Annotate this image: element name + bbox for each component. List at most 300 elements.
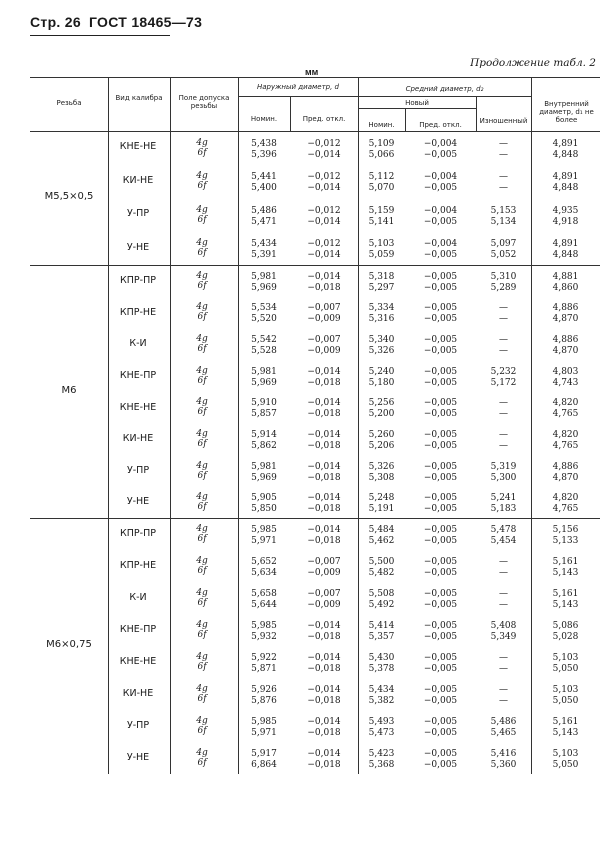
column-header-outer-nom: Номин. [250,115,278,123]
outer-diameter-deviation: −0,014 [307,621,341,631]
outer-diameter-nominal: 5,871 [251,664,277,674]
standard-number: ГОСТ 18465—73 [88,14,203,30]
outer-diameter-deviation: −0,012 [307,138,341,149]
tolerance-field: 4g [196,716,208,726]
outer-diameter-deviation: −0,014 [307,366,341,377]
outer-diameter-nominal: 5,396 [251,149,277,160]
outer-diameter-deviation: −0,009 [307,568,341,578]
outer-diameter-deviation: −0,014 [307,749,341,759]
tolerance-field: 4g [196,238,208,249]
outer-diameter-deviation: −0,014 [307,398,341,409]
mid-diameter-deviation: −0,005 [423,525,458,535]
gauge-type: КПР-НЕ [119,560,157,571]
gauge-type: У-ПР [126,208,150,219]
inner-diameter: 4,820 [552,493,579,504]
gauge-type: КИ-НЕ [122,174,154,186]
outer-diameter-deviation: −0,014 [307,685,341,695]
mid-diameter-worn: 5,360 [490,760,517,770]
outer-diameter-deviation: −0,018 [307,760,341,770]
mid-diameter-deviation: −0,005 [423,749,458,759]
mid-diameter-deviation: −0,004 [423,138,458,149]
inner-diameter: 4,765 [552,409,579,420]
column-header-mid-new: Новый [405,99,429,107]
column-header-mid: Средний диаметр, d₂ [405,85,484,93]
mid-diameter-deviation: −0,005 [423,346,458,357]
tolerance-field: 6f [197,598,207,608]
inner-diameter: 4,743 [552,377,579,388]
outer-diameter-deviation: −0,009 [307,346,341,357]
inner-diameter: 4,848 [552,250,579,261]
tolerance-field: 4g [196,365,208,376]
inner-diameter: 5,028 [552,632,579,642]
tolerance-field: 4g [196,620,208,630]
gauge-type: КИ-НЕ [122,688,154,699]
page-header [30,14,202,30]
mid-diameter-deviation: −0,005 [423,377,458,388]
mid-diameter-worn: — [499,314,508,325]
column-rule [170,518,171,774]
mid-diameter-nominal: 5,482 [368,568,395,578]
outer-diameter-nominal: 5,969 [251,472,277,483]
gauge-type: К-И [129,338,147,350]
inner-diameter: 4,848 [552,183,579,194]
mid-diameter-nominal: 5,500 [368,557,395,567]
inner-diameter: 4,870 [552,314,579,325]
thread-label: М6×0,75 [46,639,92,650]
header-column-rule [476,96,477,131]
outer-diameter-nominal: 5,971 [251,728,277,738]
mid-diameter-deviation: −0,005 [423,589,458,599]
inner-diameter: 4,886 [552,335,579,346]
outer-diameter-nominal: 5,981 [251,461,277,472]
tolerance-field: 4g [196,492,208,503]
mid-diameter-nominal: 5,103 [368,239,395,250]
gauge-type: КНЕ-НЕ [119,401,157,413]
mid-diameter-worn: — [499,398,508,409]
gauge-type: У-НЕ [126,241,150,253]
outer-diameter-nominal: 5,486 [251,205,277,216]
mid-diameter-nominal: 5,318 [368,271,395,282]
outer-diameter-nominal: 5,400 [251,183,277,194]
mid-diameter-worn: 5,183 [490,504,517,515]
mid-diameter-deviation: −0,005 [423,664,458,674]
tolerance-field: 4g [196,652,208,662]
tolerance-field: 6f [197,534,207,544]
tolerance-field: 4g [196,748,208,758]
mid-diameter-worn: 5,134 [490,216,517,227]
mid-diameter-deviation: −0,005 [423,461,458,472]
mid-diameter-deviation: −0,005 [423,183,458,194]
tolerance-field: 4g [196,302,208,313]
mid-diameter-worn: 5,486 [490,717,517,727]
outer-diameter-nominal: 5,905 [251,493,277,504]
outer-diameter-deviation: −0,007 [307,589,341,599]
outer-diameter-nominal: 5,652 [251,557,277,567]
header-sub-rule [238,96,358,97]
tolerance-field: 6f [197,438,207,449]
mid-diameter-worn: 5,289 [490,282,517,293]
mid-diameter-deviation: −0,005 [423,621,458,631]
outer-diameter-deviation: −0,018 [307,728,341,738]
outer-diameter-nominal: 5,471 [251,216,277,227]
inner-diameter: 4,820 [552,398,579,409]
mid-diameter-deviation: −0,004 [423,205,458,216]
mid-diameter-worn: — [499,172,508,183]
column-rule [108,518,109,774]
mid-diameter-worn: — [499,664,508,674]
tolerance-field: 6f [197,694,207,704]
outer-diameter-deviation: −0,014 [307,149,341,160]
mid-diameter-nominal: 5,159 [368,205,395,216]
tolerance-field: 4g [196,684,208,694]
mid-diameter-worn: — [499,557,508,567]
outer-diameter-nominal: 5,634 [251,568,277,578]
outer-diameter-nominal: 5,528 [251,346,277,357]
tolerance-field: 4g [196,334,208,345]
mid-diameter-nominal: 5,240 [368,366,395,377]
column-header-outer: Наружный диаметр, d [256,83,339,91]
mid-diameter-nominal: 5,200 [368,409,395,420]
tolerance-field: 6f [197,248,207,259]
mid-diameter-deviation: −0,005 [423,303,458,314]
mid-diameter-deviation: −0,005 [423,271,458,282]
mid-diameter-deviation: −0,005 [423,335,458,346]
outer-diameter-nominal: 5,981 [251,271,277,282]
inner-diameter: 4,870 [552,346,579,357]
tolerance-field: 6f [197,662,207,672]
outer-diameter-nominal: 5,910 [251,398,277,409]
mid-diameter-nominal: 5,368 [368,760,395,770]
gauge-type: У-НЕ [126,496,150,508]
mid-diameter-nominal: 5,484 [368,525,395,535]
column-header-gauge: Вид калибра [115,94,163,102]
outer-diameter-nominal: 5,438 [251,138,277,149]
mid-diameter-worn: 5,454 [490,536,517,546]
outer-diameter-deviation: −0,014 [307,429,341,440]
inner-diameter: 5,161 [552,717,579,727]
mid-diameter-worn: 5,319 [490,461,517,472]
outer-diameter-deviation: −0,007 [307,303,341,314]
header-sub-rule [358,108,476,109]
tolerance-field: 6f [197,344,207,355]
gauge-type: КНЕ-ПР [119,624,157,635]
outer-diameter-nominal: 5,932 [251,632,277,642]
mid-diameter-deviation: −0,005 [423,440,458,451]
mid-diameter-nominal: 5,357 [368,632,395,642]
tolerance-field: 4g [196,428,208,439]
outer-diameter-deviation: −0,014 [307,183,341,194]
outer-diameter-nominal: 5,434 [251,239,277,250]
inner-diameter: 4,881 [552,271,579,282]
outer-diameter-nominal: 5,985 [251,717,277,727]
mid-diameter-nominal: 5,316 [368,314,395,325]
mid-diameter-nominal: 5,492 [368,600,395,610]
mid-diameter-nominal: 5,180 [368,377,395,388]
outer-diameter-nominal: 5,644 [251,600,277,610]
outer-diameter-deviation: −0,018 [307,696,341,706]
inner-diameter: 5,103 [552,749,579,759]
mid-diameter-nominal: 5,326 [368,461,395,472]
outer-diameter-deviation: −0,014 [307,461,341,472]
mid-diameter-worn: — [499,183,508,194]
mid-diameter-nominal: 5,112 [368,172,395,183]
mid-diameter-deviation: −0,004 [423,172,458,183]
gauge-type: У-ПР [126,720,150,731]
mid-diameter-deviation: −0,005 [423,600,458,610]
mid-diameter-nominal: 5,308 [368,472,395,483]
thread-label: М5,5×0,5 [44,191,94,202]
mid-diameter-deviation: −0,005 [423,557,458,567]
outer-diameter-deviation: −0,014 [307,653,341,663]
column-rule [170,265,171,518]
mid-diameter-deviation: −0,005 [423,398,458,409]
inner-diameter: 5,156 [552,525,579,535]
table-top-rule [30,77,600,78]
tolerance-field: 6f [197,726,207,736]
outer-diameter-nominal: 5,534 [251,303,277,314]
mid-diameter-deviation: −0,005 [423,728,458,738]
mid-diameter-nominal: 5,493 [368,717,395,727]
mid-diameter-worn: 5,052 [490,250,517,261]
outer-diameter-nominal: 5,857 [251,409,277,420]
inner-diameter: 4,891 [552,172,579,183]
column-header-mid-worn: Изношенный [479,117,528,125]
tolerance-field: 6f [197,407,207,418]
tolerance-field: 6f [197,312,207,323]
tolerance-field: 6f [197,470,207,481]
mid-diameter-worn: 5,232 [490,366,517,377]
outer-diameter-deviation: −0,012 [307,239,341,250]
tolerance-field: 4g [196,171,208,182]
mid-diameter-deviation: −0,005 [423,632,458,642]
mid-diameter-worn: 5,478 [490,525,517,535]
mid-diameter-deviation: −0,005 [423,149,458,160]
mid-diameter-worn: 5,416 [490,749,517,759]
mid-diameter-worn: — [499,653,508,663]
outer-diameter-deviation: −0,012 [307,172,341,183]
mid-diameter-nominal: 5,059 [368,250,395,261]
mid-diameter-nominal: 5,256 [368,398,395,409]
outer-diameter-nominal: 5,520 [251,314,277,325]
mid-diameter-deviation: −0,005 [423,429,458,440]
inner-diameter: 4,886 [552,303,579,314]
inner-diameter: 4,860 [552,282,579,293]
header-column-rule [531,77,532,131]
outer-diameter-nominal: 5,542 [251,335,277,346]
mid-diameter-nominal: 5,297 [368,282,395,293]
gauge-type: КНЕ-ПР [119,369,157,381]
outer-diameter-deviation: −0,018 [307,664,341,674]
tolerance-field: 4g [196,397,208,408]
inner-diameter: 4,935 [552,205,579,216]
table-continuation-note: Продолжение табл. 2 [470,57,596,69]
outer-diameter-nominal: 5,917 [251,749,277,759]
column-header-mid-nom: Номин. [368,121,395,129]
inner-diameter: 5,143 [552,728,579,738]
outer-diameter-nominal: 5,985 [251,621,277,631]
mid-diameter-nominal: 5,430 [368,653,395,663]
inner-diameter: 5,050 [552,760,579,770]
mid-diameter-deviation: −0,005 [423,409,458,420]
mid-diameter-worn: 5,310 [490,271,517,282]
mid-diameter-worn: — [499,685,508,695]
column-header-outer-dev: Пред. откл. [302,115,346,123]
inner-diameter: 4,765 [552,440,579,451]
mid-diameter-worn: — [499,409,508,420]
outer-diameter-deviation: −0,014 [307,717,341,727]
inner-diameter: 4,886 [552,461,579,472]
inner-diameter: 5,161 [552,589,579,599]
mid-diameter-nominal: 5,066 [368,149,395,160]
outer-diameter-nominal: 5,971 [251,536,277,546]
outer-diameter-deviation: −0,014 [307,250,341,261]
outer-diameter-deviation: −0,018 [307,440,341,451]
mid-diameter-deviation: −0,005 [423,760,458,770]
inner-diameter: 5,133 [552,536,579,546]
inner-diameter: 4,918 [552,216,579,227]
tolerance-field: 4g [196,270,208,281]
page-number: Стр. 26 [30,14,81,30]
mid-diameter-nominal: 5,206 [368,440,395,451]
mid-diameter-worn: — [499,149,508,160]
tolerance-field: 6f [197,630,207,640]
tolerance-field: 4g [196,588,208,598]
mid-diameter-deviation: −0,005 [423,366,458,377]
outer-diameter-nominal: 5,850 [251,504,277,515]
gauge-type: КПР-ПР [120,528,156,539]
outer-diameter-deviation: −0,007 [307,557,341,567]
mid-diameter-deviation: −0,004 [423,239,458,250]
mid-diameter-deviation: −0,005 [423,568,458,578]
mid-diameter-nominal: 5,473 [368,728,395,738]
outer-diameter-nominal: 5,876 [251,696,277,706]
mid-diameter-worn: 5,300 [490,472,517,483]
outer-diameter-nominal: 5,658 [251,589,277,599]
inner-diameter: 5,143 [552,568,579,578]
tolerance-field: 4g [196,137,208,148]
mid-diameter-worn: 5,465 [490,728,517,738]
mid-diameter-worn: — [499,696,508,706]
mid-diameter-nominal: 5,378 [368,664,395,674]
outer-diameter-nominal: 6,864 [251,760,277,770]
inner-diameter: 5,086 [552,621,579,631]
mid-diameter-deviation: −0,005 [423,696,458,706]
outer-diameter-deviation: −0,007 [307,335,341,346]
mid-diameter-deviation: −0,005 [423,685,458,695]
mid-diameter-worn: — [499,138,508,149]
mid-diameter-nominal: 5,326 [368,346,395,357]
mid-diameter-worn: — [499,600,508,610]
column-header-mid-dev: Пред. откл. [419,121,462,129]
column-rule [108,265,109,518]
outer-diameter-deviation: −0,014 [307,525,341,535]
mid-diameter-worn: — [499,335,508,346]
mid-diameter-deviation: −0,005 [423,472,458,483]
tolerance-field: 6f [197,214,207,225]
gauge-type: КПР-НЕ [119,306,157,318]
mid-diameter-deviation: −0,005 [423,282,458,293]
mid-diameter-deviation: −0,005 [423,493,458,504]
mid-diameter-worn: — [499,429,508,440]
header-bottom-rule [30,131,600,132]
tolerance-field: 6f [197,147,207,158]
inner-diameter: 4,870 [552,472,579,483]
tolerance-field: 4g [196,204,208,215]
mid-diameter-nominal: 5,382 [368,696,395,706]
mid-diameter-nominal: 5,141 [368,216,395,227]
column-header-tolerance: Поле допуска резьбы [178,94,230,110]
inner-diameter: 4,891 [552,138,579,149]
mid-diameter-nominal: 5,414 [368,621,395,631]
mid-diameter-nominal: 5,434 [368,685,395,695]
mid-diameter-nominal: 5,340 [368,335,395,346]
outer-diameter-deviation: −0,018 [307,504,341,515]
outer-diameter-deviation: −0,018 [307,536,341,546]
inner-diameter: 4,765 [552,504,579,515]
tolerance-field: 6f [197,502,207,513]
outer-diameter-deviation: −0,014 [307,493,341,504]
mid-diameter-worn: 5,097 [490,239,517,250]
outer-diameter-nominal: 5,391 [251,250,277,261]
mid-diameter-deviation: −0,005 [423,216,458,227]
inner-diameter: 5,050 [552,696,579,706]
mid-diameter-worn: 5,153 [490,205,517,216]
outer-diameter-deviation: −0,012 [307,205,341,216]
outer-diameter-nominal: 5,981 [251,366,277,377]
outer-diameter-deviation: −0,018 [307,472,341,483]
mid-diameter-worn: — [499,440,508,451]
thread-label: М6 [61,384,77,396]
mid-diameter-deviation: −0,005 [423,314,458,325]
mid-diameter-worn: — [499,568,508,578]
gauge-type: КИ-НЕ [122,433,154,445]
inner-diameter: 5,050 [552,664,579,674]
tolerance-field: 4g [196,460,208,471]
mid-diameter-deviation: −0,005 [423,504,458,515]
mid-diameter-deviation: −0,005 [423,536,458,546]
outer-diameter-nominal: 5,926 [251,685,277,695]
mid-diameter-nominal: 5,260 [368,429,395,440]
outer-diameter-deviation: −0,018 [307,632,341,642]
mid-diameter-worn: — [499,346,508,357]
header-column-rule [108,77,109,131]
mid-diameter-deviation: −0,005 [423,717,458,727]
tolerance-field: 6f [197,375,207,386]
tolerance-field: 6f [197,280,207,291]
mid-diameter-nominal: 5,423 [368,749,395,759]
mid-diameter-nominal: 5,070 [368,183,395,194]
mid-diameter-nominal: 5,109 [368,138,395,149]
group-divider [30,518,600,519]
mid-diameter-nominal: 5,248 [368,493,395,504]
outer-diameter-nominal: 5,922 [251,653,277,663]
outer-diameter-deviation: −0,014 [307,216,341,227]
mid-diameter-worn: 5,241 [490,493,517,504]
outer-diameter-deviation: −0,014 [307,271,341,282]
column-header-thread: Резьба [56,99,82,107]
outer-diameter-deviation: −0,009 [307,600,341,610]
mid-diameter-nominal: 5,462 [368,536,395,546]
inner-diameter: 5,143 [552,600,579,610]
inner-diameter: 4,820 [552,429,579,440]
outer-diameter-deviation: −0,018 [307,409,341,420]
header-sub-rule [358,96,531,97]
tolerance-field: 6f [197,758,207,768]
inner-diameter: 4,848 [552,149,579,160]
outer-diameter-nominal: 5,969 [251,282,277,293]
tolerance-field: 6f [197,181,207,192]
outer-diameter-nominal: 5,969 [251,377,277,388]
